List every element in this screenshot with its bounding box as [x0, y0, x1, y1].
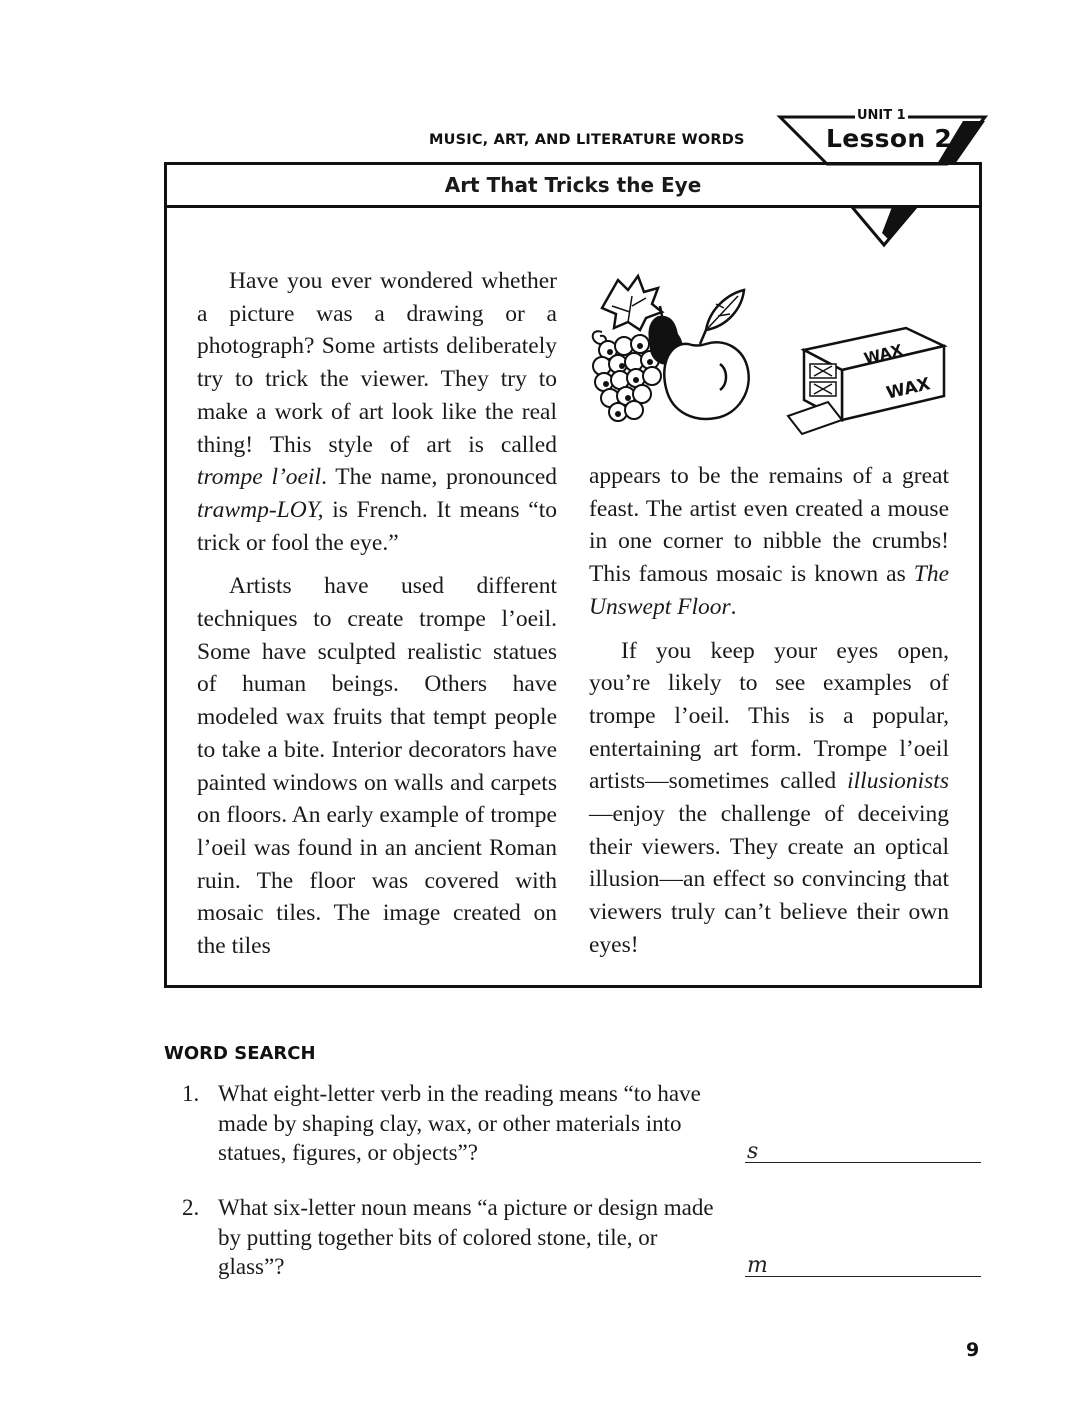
wax-fruit-and-crayons-illustration	[588, 272, 950, 442]
right-paragraph-2: If you keep your eyes open, you’re likely to see examples of trompe l’oeil. This is a popular, entertaining art form. Trompe l’oeil artists—sometimes called illusionists—enjoy the challenge of deceiving their viewers. They create an optical illusion—an effect so convincing that viewers truly can’t believe their own eyes!	[589, 637, 949, 958]
title-notch-arrow	[848, 205, 920, 249]
question-number: 2.	[182, 1195, 200, 1220]
pronunciation: trawmp-LOY,	[197, 496, 324, 523]
wax-box-label-top: WAX	[862, 340, 905, 368]
answer-line-2[interactable]	[745, 1254, 981, 1277]
unit-label: UNIT 1	[857, 108, 906, 123]
question-text: What eight-letter verb in the reading means “to have made by shaping clay, wax, or other materials into statues, figures, or objects”?	[218, 1081, 701, 1165]
wax-box-label-side: WAX	[884, 374, 933, 404]
answer-hint-1: s	[747, 1139, 759, 1164]
right-column	[589, 460, 949, 962]
question-number: 1.	[182, 1081, 200, 1106]
term-illusionists: illusionists	[847, 768, 949, 795]
term-trompe-loeil: trompe l’oeil	[197, 464, 322, 491]
question-text: What six-letter noun means “a picture or design made by putting together bits of colored stone, tile, or glass”?	[218, 1195, 714, 1279]
mosaic-title: The Unswept Floor	[589, 561, 949, 620]
left-paragraph-2: Artists have used different techniques to create trompe l’oeil. Some have sculpted realistic statues of human beings. Others have modeled wax fruits that tempt people to take a bite. Interior decorators have painted windows on walls and carpets on floors. An early example of trompe l’oeil was found in an ancient Roman ruin. The floor was covered with mosaic tiles. The image created on the tiles	[197, 573, 557, 960]
right-paragraph-1: appears to be the remains of a great feast. The artist even created a mouse in one corner to nibble the crumbs! This famous mosaic is known as The Unswept Floor.	[589, 463, 949, 620]
lesson-label: Lesson 2	[826, 124, 953, 153]
question-1	[182, 1079, 722, 1169]
page-number: 9	[966, 1339, 980, 1361]
reading-title: Art That Tricks the Eye	[167, 165, 979, 208]
question-2	[182, 1193, 722, 1283]
section-label: MUSIC, ART, AND LITERATURE WORDS	[429, 132, 745, 148]
left-column	[197, 265, 557, 963]
left-paragraph-1: Have you ever wondered whether a picture was a drawing or a photograph? Some artists deliberately try to trick the viewer. They try to make a work of art look like the real thing! This style of art is called trompe l’oeil. The name, pronounced trawmp-LOY, is French. It means “to trick or fool the eye.”	[197, 268, 558, 556]
word-search-title: WORD SEARCH	[164, 1043, 316, 1064]
answer-line-1[interactable]	[745, 1140, 981, 1163]
answer-hint-2: m	[747, 1253, 768, 1278]
